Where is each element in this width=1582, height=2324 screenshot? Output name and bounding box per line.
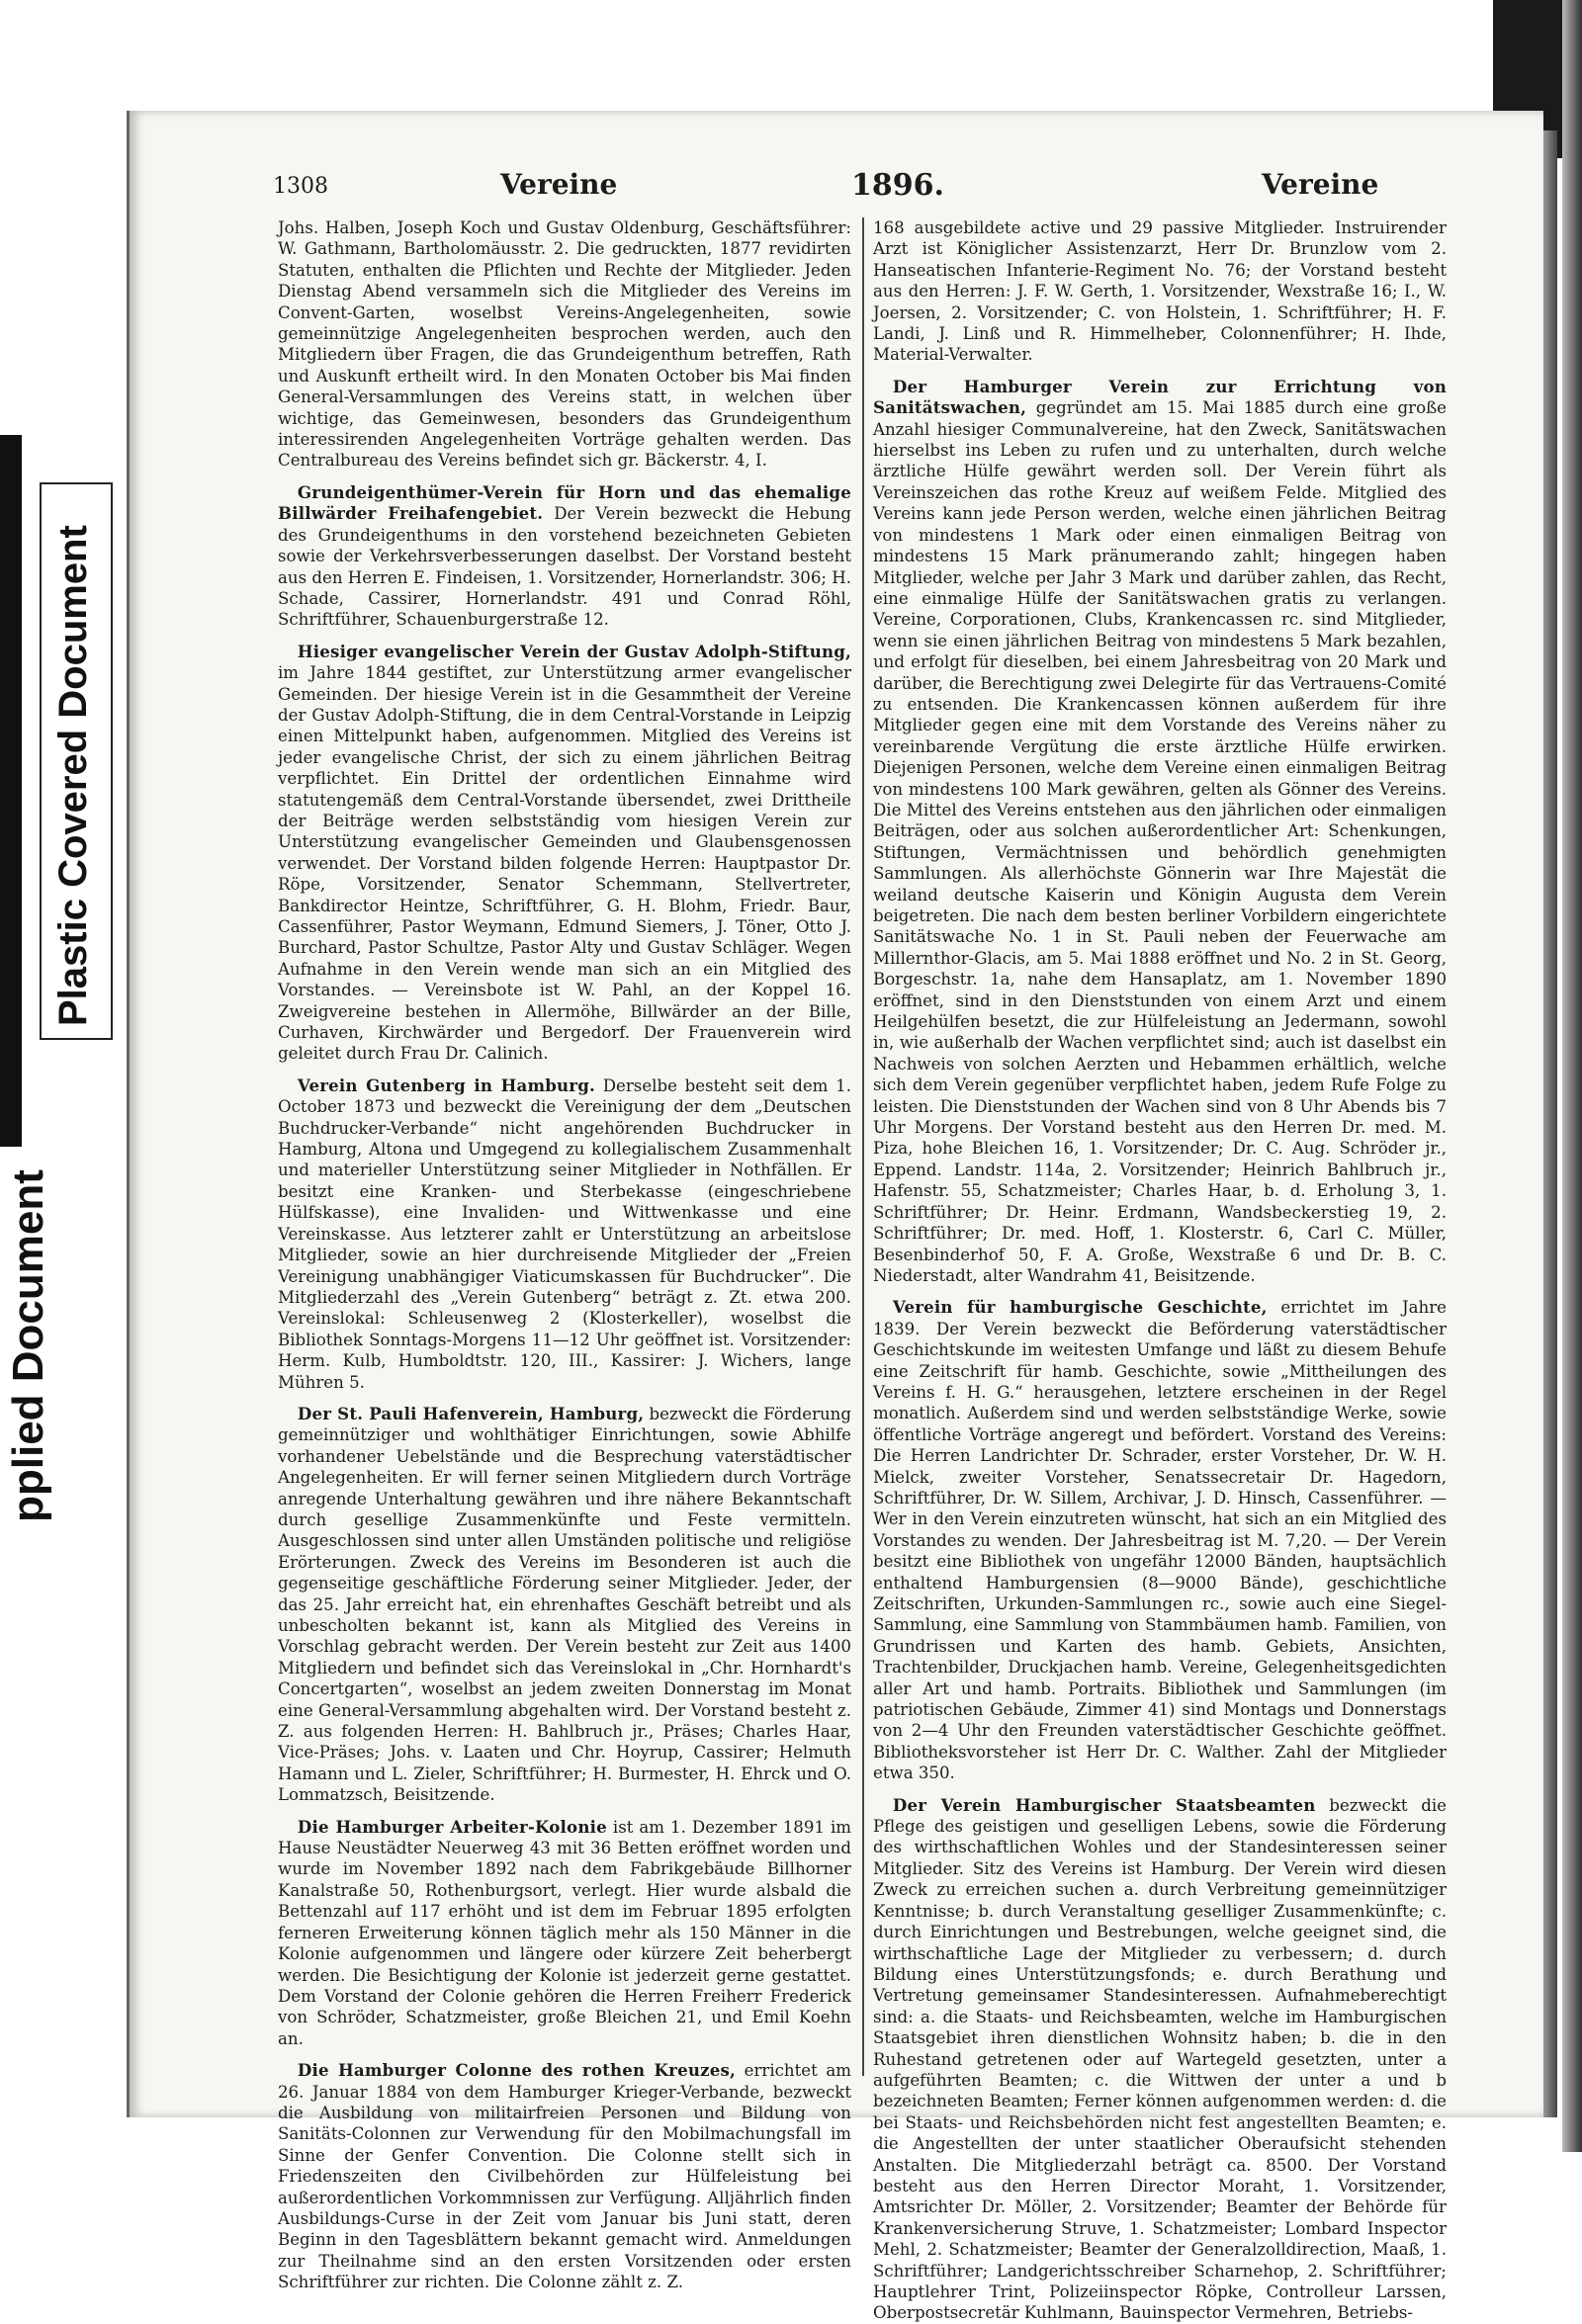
entry-text: 168 ausgebildete active und 29 passive Mitglieder. Instruirender Arzt ist Königlicher Assistenzarzt, Herr Dr. Brunzlow vom 2. Hanseatischen Infanterie-Regiment No. 76; der Vorstand besteht aus den Herren: J. F. W. Gerth, 1. Vorsitzender, Wexstraße 16; I., W. Joersen, 2. Vorsitzender; C. von Holstein, 1. Schriftführer; H. F. Landi, J. Linß und R. Himmelheber, Colonnenführer; H. Ihde, Material-Verwalter. <box>873 218 1447 365</box>
entry <box>278 2060 851 2292</box>
entry-text: bezweckt die Pflege des geistigen und geselligen Lebens, sowie die Förderung des wirthschaftlichen Wohles und der Standesinteressen seiner Mitglieder. Sitz des Vereins ist Hamburg. Der Verein wird diesen Zweck zu erreichen suchen a. durch Verbreitung gemeinnütziger Kenntnisse; b. durch Veranstaltung geselliger Zusammenkünfte; c. durch Einrichtungen und Bestrebungen, welche geeignet sind, die wirthschaftliche Lage der Mitglieder zu verbessern; d. durch Bildung eines Unterstützungsfonds; e. durch Berathung und Vertretung gemeinsamer Standesinteressen. Aufnahmeberechtigt sind: a. die Staats- und Reichsbeamten, welche im Hamburgischen Staatsgebiet ihren dienstlichen Wohnsitz haben; b. die in den Ruhestand getretenen oder auf Wartegeld gesetzten, unter a aufgeführten Beamten; c. die Wittwen der unter a und b bezeichneten Beamten; Ferner können aufgenommen werden: d. die bei Staats- und Reichsbehörden nicht fest angestellten Beamten; e. die Angestellten der unter staatlicher Oberaufsicht stehenden Anstalten. Die Mitgliederzahl beträgt ca. 8500. Der Vorstand besteht aus den Herren Director Moraht, 1. Vorsitzender, Amtsrichter Dr. Möller, 2. Vorsitzender; Beamter der Behörde für Krankenversicherung Struve, 1. Schatzmeister; Lombard Inspector Mehl, 2. Schatzmeister; Beamter der Generalzolldirection, Maaß, 1. Schriftführer; Landgerichtsschreiber Scharnehop, 2. Schriftführer; Hauptlehrer Trint, Polizeiinspector Röpke, Controlleur Larssen, Oberpostsecretär Kuhlmann, Bauinspector Vermehren, Betriebs- <box>873 1795 1447 2323</box>
entry-title: Hiesiger evangelischer Verein der Gustav Adolph-Stiftung, <box>297 641 851 661</box>
entry-title: Grundeigenthümer-Verein für Horn und das ehemalige Billwärder Freihafengebiet. <box>278 481 851 524</box>
page-year: 1896. <box>851 168 944 203</box>
book-edge <box>1562 0 1582 2152</box>
entry-text: Der Verein bezweckt die Hebung des Grundeigenthums in den vorstehend bezeichneten Gebieten sowie der Verkehrsverbesserungen daselbst. Der Vorstand besteht aus den Herren E. Findeisen, 1. Vorsitzender, Hornerlandstr. 306; H. Schade, Cassirer, Hornerlandstr. 491 und Conrad Röhl, Schriftführer, Schauenburgerstraße 12. <box>278 504 852 630</box>
entry <box>278 642 851 1065</box>
entry-text: errichtet im Jahre 1839. Der Verein bezweckt die Beförderung vaterstädtischer Geschichtskunde im weitesten Umfange und läßt zu diesem Behufe eine Zeitschrift für hamb. Geschichte, sowie „Mittheilungen des Vereins f. H. G.“ herausgehen, letztere erscheinen in der Regel monatlich. Außerdem sind und werden selbstständige Werke, sowie öffentliche Vorträge angeregt und befördert. Vorstand des Vereins: Die Herren Landrichter Dr. Schrader, erster Vorsteher, Dr. W. H. Mielck, zweiter Vorsteher, Senatssecretair Dr. Hagedorn, Schriftführer, Dr. W. Sillem, Archivar, J. D. Hinsch, Cassenführer. — Wer in den Verein einzutreten wünscht, hat sich an ein Mitglied des Vorstandes zu wenden. Der Jahresbeitrag ist M. 7,20. — Der Verein besitzt eine Bibliothek von ungefähr 12000 Bänden, hauptsächlich enthaltend Hamburgensien (8—9000 Bände), geschichtliche Zeitschriften, Urkunden-Sammlungen rc., sowie auch eine Siegel-Sammlung, eine Sammlung von Stammbäumen hamb. Familien, von Grundrissen und Karten des hamb. Gebiets, Ansichten, Trachtenbilder, Druckjachen hamb. Vereine, Gelegenheitsgedichten aller Art und hamb. Portraits. Bibliothek und Sammlungen (im patriotischen Gebäude, Zimmer 41) sind Montags und Donnerstags von 2—4 Uhr den Freunden vaterstädtischer Geschichte geöffnet. Bibliotheksvorsteher ist Herr Dr. C. Walther. Zahl der Mitglieder etwa 350. <box>873 1298 1448 1783</box>
entry <box>873 1795 1447 2324</box>
entry-text: Derselbe besteht seit dem 1. October 1873 und bezweckt die Vereinigung der dem „Deutschen Buchdrucker-Verbande“ nicht angehörenden Buchdrucker in Hamburg, Altona und Umgegend zu kollegialischem Zusammenhalt und materieller Unterstützung seiner Mitglieder in Nothfällen. Er besitzt eine Kranken- und Sterbekasse (eingeschriebene Hülfskasse), eine Invaliden- und Wittwenkasse und eine Vereinskasse. Aus letzterer zahlt er Unterstützung an arbeitslose Mitglieder, sowie an hier durchreisende Mitglieder der „Freien Vereinigung unabhängiger Viaticumskassen für Buchdrucker“. Die Mitgliederzahl des „Verein Gutenberg“ beträgt z. Zt. etwa 200. Vereinslokal: Schleusenweg 2 (Klosterkeller), woselbst die Bibliothek Sonntags-Morgens 11—12 Uhr geöffnet ist. Vorsitzender: Herm. Kulb, Humboldtstr. 120, III., Kassirer: J. Wichers, lange Mühren 5. <box>278 1076 851 1392</box>
entry <box>873 217 1447 366</box>
entry <box>278 217 851 472</box>
entry-title: Der Verein Hamburgischer Staatsbeamten <box>892 1794 1316 1815</box>
entry-text: gegründet am 15. Mai 1885 durch eine große Anzahl hiesiger Communalvereine, hat den Zweck, Sanitätswachen hierselbst ins Leben zu rufen und zu unterhalten, durch welche ärztliche Hülfe gewährt werden soll. Der Verein führt als Vereinszeichen das rothe Kreuz auf weißem Felde. Mitglied des Vereins kann jede Person werden, welche einen jährlichen Beitrag von mindestens 1 Mark oder einen einmaligen Beitrag von mindestens 15 Mark pränumerando zahlt; hingegen haben Mitglieder, welche per Jahr 3 Mark und darüber zahlen, das Recht, eine einmalige Hülfe der Sanitätswachen gratis zu verlangen. Vereine, Corporationen, Clubs, Krankencassen rc. sind Mitglieder, wenn sie einen jährlichen Beitrag von mindestens 5 Mark bezahlen, und erfolgt für dieselben, bei einem Jahresbeitrag von 20 Mark und darüber, die Berechtigung zwei Delegirte für das Vertrauens-Comité zu entsenden. Die Krankencassen können außerdem für ihre Mitglieder gegen eine mit dem Vorstande des Vereins näher zu vereinbarende Vergütung die erste ärztliche Hülfe erwirken. Diejenigen Personen, welche dem Vereine einen einmaligen Beitrag von mindestens 100 Mark gewähren, gelten als Gönner des Vereins. Die Mittel des Vereins entstehen aus den jährlichen oder einmaligen Beiträgen, oder aus solchen außerordentlicher Art: Schenkungen, Stiftungen, Vermächtnissen und behördlich genehmigten Sammlungen. Als allerhöchste Gönnerin war Ihre Majestät die weiland deutsche Kaiserin und Königin Augusta dem Verein beigetreten. Die nach dem besten berliner Vorbildern eingerichtete Sanitätswache No. 1 in St. Pauli neben der Feuerwache am Millernthor-Glacis, am 5. Mai 1888 eröffnet und No. 2 in St. Georg, Borgeschstr. 1a, nahe dem Hansaplatz, am 1. November 1890 eröffnet, sind in den Dienststunden von einem Arzt und einem Heilgehülfen besetzt, die zur Hülfeleistung an Jedermann, sowohl in, wie außerhalb der Wachen verpflichtet sind; auch ist daselbst ein Nachweis von solchen Aerzten und Hebammen erhältlich, welche sich dem Verein gegenüber verpflichtet haben, jedem Rufe Folge zu leisten. Die Dienststunden der Wachen sind von 8 Uhr Abends bis 7 Uhr Morgens. Der Vorstand besteht aus den Herren Dr. med. M. Piza, hohe Bleichen 16, 1. Vorsitzender; Dr. C. Aug. Schröder jr., Eppend. Landstr. 114a, 2. Vorsitzender; Heinrich Bahlbruch jr., Hafenstr. 55, Schatzmeister; Charles Haar, b. d. Erholung 3, 1. Schriftführer; Dr. Heinr. Erdmann, Wandsbeckerstieg 19, 2. Schriftführer; Dr. med. Hoff, 1. Klosterstr. 6, Carl C. Müller, Besenbinderhof 50, F. A. Große, Wexstraße 6 und Dr. B. C. Niederstadt, alter Wandrahm 41, Beisitzende. <box>873 398 1447 1285</box>
cut-label: pplied Document <box>4 1169 52 1522</box>
column-divider <box>862 217 864 2076</box>
entry-title: Der Hamburger Verein zur Errichtung von Sanitätswachen, <box>873 376 1447 418</box>
entry <box>278 1817 851 2049</box>
entry <box>873 377 1447 1286</box>
entry-text: im Jahre 1844 gestiftet, zur Unterstützung armer evangelischer Gemeinden. Der hiesige Verein ist in die Gesammtheit der Vereine der Gustav Adolph-Stiftung, die in dem Central-Vorstande in Leipzig einen Mittelpunkt haben, aufgenommen. Mitglied des Vereins ist jeder evangelische Christ, der sich zu einem jährlichen Beitrag verpflichtet. Ein Drittel der ordentlichen Einnahme wird statutengemäß dem Central-Vorstande übersendet, zwei Drittheile der Beiträge werden selbstständig vom hiesigen Verein zur Unterstützung evangelischer Gemeinden und Glaubensgenossen verwendet. Der Vorstand bilden folgende Herren: Hauptpastor Dr. Röpe, Vorsitzender, Senator Schemmann, Stellvertreter, Bankdirector Heintze, Schriftführer, G. H. Blohm, Friedr. Baur, Cassenführer, Pastor Weymann, Edmund Siemers, J. Töner, Otto J. Burchard, Pastor Schultze, Pastor Alty und Gustav Schläger. Wegen Aufnahme in den Verein wende man sich an ein Mitglied des Vorstandes. — Vereinsbote ist W. Pahl, an der Koppel 16. Zweigvereine bestehen in Allermöhe, Billwärder an der Bille, Curhaven, Kirchwärder und Bergedorf. Der Frauenverein wird geleitet durch Frau Dr. Calinich. <box>278 663 851 1064</box>
entry-text: Johs. Halben, Joseph Koch und Gustav Oldenburg, Geschäftsführer: W. Gathmann, Bartholomäusstr. 2. Die gedruckten, 1877 revidirten Statuten, enthalten die Pflichten und Rechte der Mitglieder. Jeden Dienstag Abend versammeln sich die Mitglieder des Vereins im Convent-Garten, woselbst Vereins-Angelegenheiten, sowie gemeinnützige Angelegenheiten besprochen werden, auch den Mitgliedern über Fragen, die das Grundeigenthum betreffen, Rath und Auskunft ertheilt wird. In den Monaten October bis Mai finden General-Versammlungen des Vereins statt, in welchen über wichtige, das Gemeinwesen, besonders das Grundeigenthum interessirenden Angelegenheiten Vorträge gehalten werden. Das Centralbureau des Vereins befindet sich gr. Bäckerstr. 4, I. <box>278 218 851 471</box>
entry <box>873 1297 1447 1783</box>
entry-title: Die Hamburger Arbeiter-Kolonie <box>297 1816 607 1837</box>
entry-text: bezweckt die Förderung gemeinnütziger und wohlthätiger Einrichtungen, sowie Abhilfe vorhandener Uebelstände und die Besprechung vaterstädtischer Angelegenheiten. Er will ferner seinen Mitgliedern durch Vorträge anregende Unterhaltung gewähren und ihre nähere Bekanntschaft durch gesellige Zusammenkünfte und Feste vermitteln. Ausgeschlossen sind unter allen Umständen politische und religiöse Erörterungen. Zweck des Vereins im Besonderen ist auch die gegenseitige geschäftliche Förderung seiner Mitglieder. Jeder, der das 25. Jahr erreicht hat, ein ehrenhaftes Geschäft betreibt und als unbescholten bekannt ist, kann als Mitglied des Vereins in Vorschlag gebracht werden. Der Verein besteht zur Zeit aus 1400 Mitgliedern und befindet sich das Vereinslokal in „Chr. Hornhardt's Concertgarten“, woselbst an jedem zweiten Donnerstag im Monat eine General-Versammlung abgehalten wird. Der Vorstand besteht z. Z. aus folgenden Herren: H. Bahlbruch jr., Präses; Charles Haar, Vice-Präses; Johs. v. Laaten und Chr. Hoyrup, Cassirer; Helmuth Hamann und L. Zieler, Schriftführer; H. Burmester, H. Ehrck und O. Lommatzsch, Beisitzende. <box>278 1404 851 1805</box>
scan-black-edge <box>0 435 22 1147</box>
entry <box>278 1404 851 1806</box>
page-number: 1308 <box>273 174 328 199</box>
running-title-left: Vereine <box>500 168 618 201</box>
entry-text: errichtet am 26. Januar 1884 von dem Hamburger Krieger-Verbande, bezweckt die Ausbildung von militairfreien Personen und Bildung von Sanitäts-Colonnen zur Verwendung für den Mobilmachungsfall im Sinne der Genfer Convention. Die Colonne stellt sich in Friedenszeiten den Civilbehörden zur Hülfeleistung bei außerordentlichen Vorkommnissen zur Verfügung. Alljährlich finden Ausbildungs-Curse in der Zeit vom Januar bis Juni statt, deren Beginn in den Tagesblättern bekannt gemacht wird. Anmeldungen zur Theilnahme sind an den ersten Vorsitzenden oder ersten Schriftführer zur richten. Die Colonne zählt z. Z. <box>278 2061 851 2292</box>
entry-title: Verein Gutenberg in Hamburg. <box>297 1075 595 1095</box>
page-header <box>273 168 1489 208</box>
sticker-label: Plastic Covered Document <box>51 525 95 1026</box>
entry <box>278 482 851 631</box>
running-title-right: Vereine <box>1262 168 1379 201</box>
entry-title: Die Hamburger Colonne des rothen Kreuzes, <box>297 2060 737 2081</box>
right-column <box>873 217 1448 2323</box>
entry <box>278 1076 851 1393</box>
entry-title: Verein für hamburgische Geschichte, <box>892 1297 1268 1318</box>
entry-title: Der St. Pauli Hafenverein, Hamburg, <box>297 1403 645 1423</box>
entry-text: ist am 1. Dezember 1891 im Hause Neustädter Neuerweg 43 mit 36 Betten eröffnet worden und wurde im November 1892 nach dem Fabrikgebäude Billhorner Kanalstraße 50, Rothenburgsort, verlegt. Hier wurde alsbald die Bettenzahl auf 117 erhöht und ist dem im Februar 1895 erfolgten ferneren Erweiterung können täglich mehr als 150 Männer in die Kolonie aufgenommen und längere oder kürzere Zeit beherbergt werden. Die Besichtigung der Kolonie ist jederzeit gerne gestattet. Dem Vorstand der Colonie gehören die Herren Freiherr Frederick von Schröder, Schatzmeister, große Bleichen 21, und Emil Koehn an. <box>278 1817 851 2048</box>
document-page <box>127 111 1543 2323</box>
page-edge-shadow <box>1543 130 1557 2117</box>
left-column <box>278 217 852 2292</box>
